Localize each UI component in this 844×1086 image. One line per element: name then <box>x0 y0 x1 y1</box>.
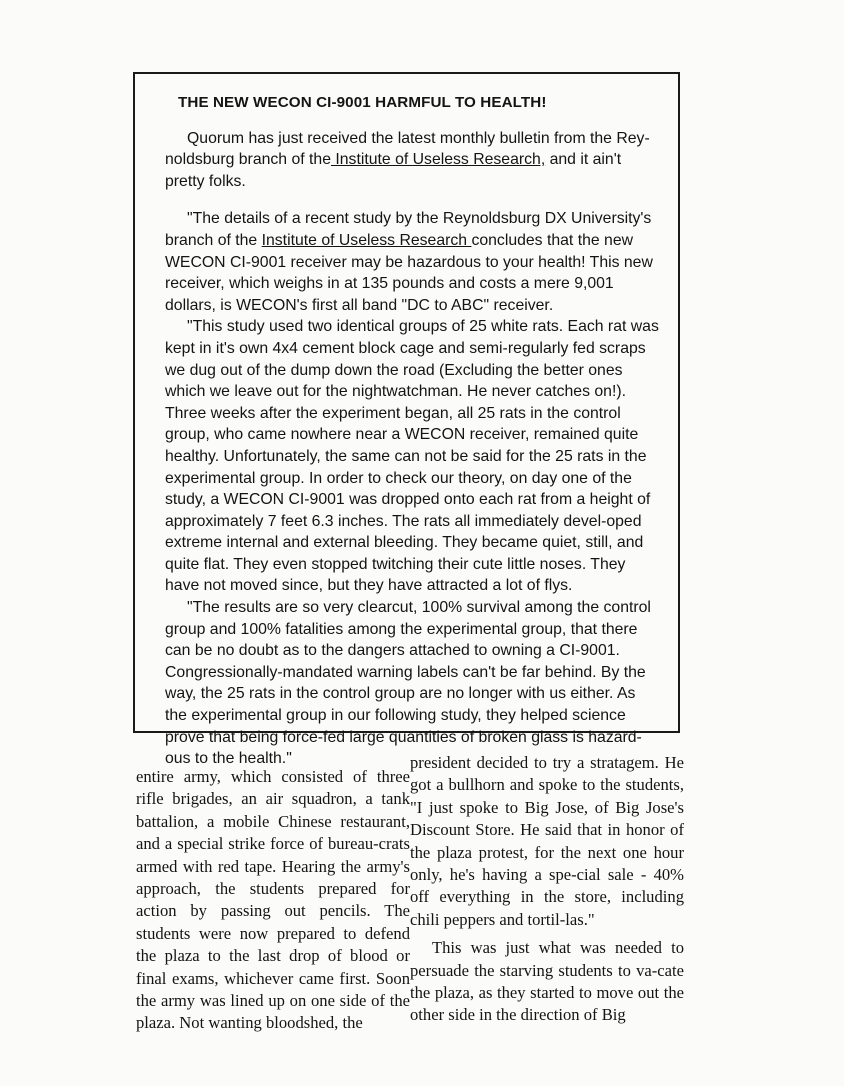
quote-paragraph-1 <box>165 208 660 316</box>
institute-name: Institute of Useless Research, <box>330 151 546 169</box>
box-content <box>165 92 660 770</box>
intro-text-after: and it ain't pretty folks. <box>165 151 622 190</box>
quote-paragraph-2: "This study used two identical groups of 25 white rats. Each rat was kept in it's own 4x4 cement block cage and semi-regularly fed scraps we dug out of the dump down the road (Excluding the better ones which we leave out for the nightwatchman. He never catches on!). Three weeks after the experiment began, all 25 rats in the control group, who came nowhere near a WECON receiver, remained quite healthy. Unfortunately, the same can not be said for the 25 rats in the experimental group. In order to check our theory, on day one of the study, a WECON CI-9001 was dropped onto each rat from a height of approximately 7 feet 6.3 inches. The rats all immediately devel-oped extreme internal and external bleeding. They became quiet, still, and quite flat. They even stopped twitching their cute little noses. They have not moved since, but they have attracted a lot of flys. <box>165 318 659 595</box>
box-title: THE NEW WECON CI-9001 HARMFUL TO HEALTH! <box>178 94 547 111</box>
right-column-paragraph-1: president decided to try a stratagem. He got a bullhorn and spoke to the students, "I just spoke to Big Jose, of Big Jose's Discount Store. He said that in honor of the plaza protest, for the next one hour only, he's having a spe-cial sale - 40% off everything in the store, including chili peppers and tortil-las." <box>410 753 684 929</box>
left-column-text: entire army, which consisted of three rifle brigades, an air squadron, a tank battalion, a mobile Chinese restaurant, and a special strike force of bureau-crats armed with red tape. Hearing the army's approach, the students prepared for action by passing out pencils. The students were now prepared to defend the plaza to the last drop of blood or final exams, whichever came first. Soon the army was lined up on one side of the plaza. Not wanting bloodshed, the <box>136 767 410 1033</box>
quote-paragraph-3: "The results are so very clearcut, 100% survival among the control group and 100% fatalities among the experimental group, that there can be no doubt as to the dangers attached to owning a CI-9001. Congressionally-mandated warning labels can't be far behind. By the way, the 25 rats in the control group are no longer with us either. As the experimental group in our following study, they helped science prove that being force-fed large quantities of broken glass is hazard-ous to the health." <box>165 599 651 768</box>
quote1-text-after: concludes that the new WECON CI-9001 receiver may be hazardous to your health! This new receiver, which weighs in at 135 pounds and costs a mere 9,001 dollars, is WECON's first all band "DC to ABC" receiver. <box>165 231 653 314</box>
left-column <box>136 766 410 1035</box>
quote1-text-before: "The details of a recent study by the Reynoldsburg DX University's branch of the <box>165 210 652 249</box>
intro-text-before: Quorum has just received the latest monthly bulletin from the Rey-noldsburg branch of the <box>165 129 650 169</box>
institute-name-2: Institute of Useless Research <box>261 231 472 249</box>
intro-paragraph <box>165 128 660 193</box>
sidebar-box <box>133 72 680 768</box>
right-column-paragraph-2: This was just what was needed to persuade the starving students to va-cate the plaza, as they started to move out the other side in the direction of Big <box>410 938 684 1025</box>
right-column <box>410 752 684 1027</box>
